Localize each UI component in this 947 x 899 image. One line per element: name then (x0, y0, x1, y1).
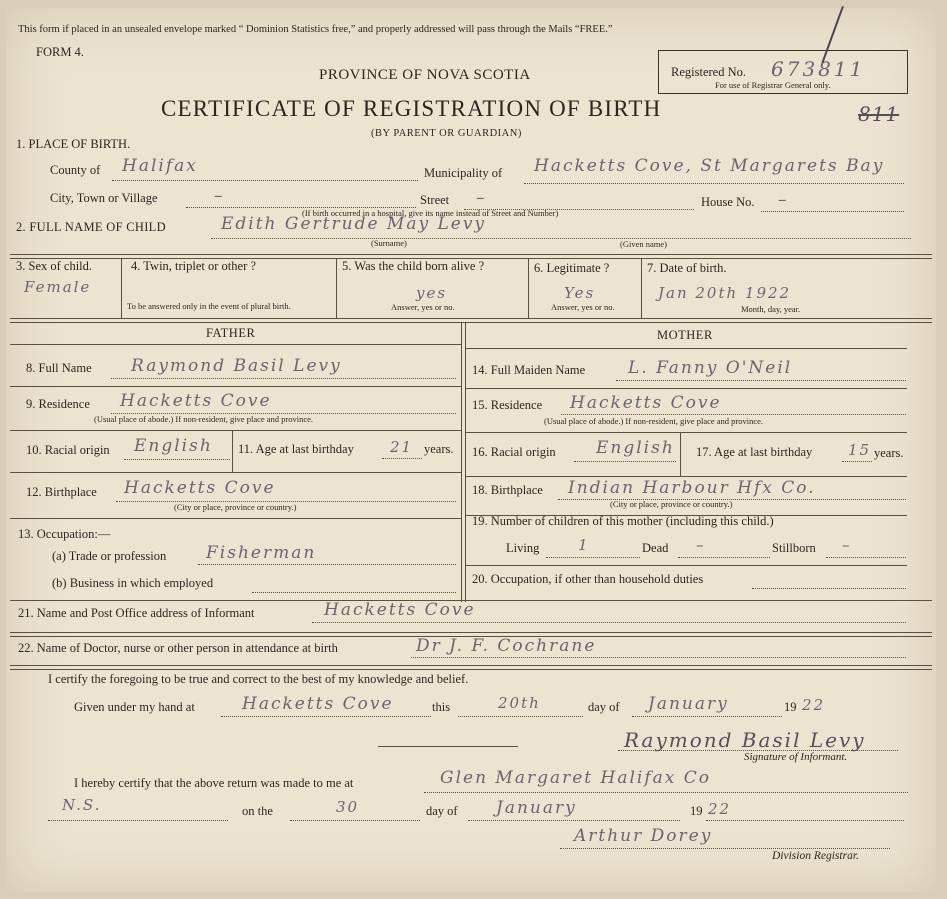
trade-label: (a) Trade or profession (52, 549, 167, 563)
registered-label: Registered No. (671, 65, 746, 79)
county-value: Halifax (122, 156, 198, 176)
sex-label: 3. Sex of child. (16, 259, 93, 273)
given-place-value: Hacketts Cove (242, 694, 394, 714)
alive-label: 5. Was the child born alive ? (342, 259, 485, 273)
informant-signature: Raymond Basil Levy (624, 728, 866, 752)
mother-race-value: English (596, 438, 675, 458)
street-value: – (476, 188, 487, 208)
dead-value: – (696, 536, 706, 554)
registrar-month-value: January (496, 798, 577, 818)
father-age-value: 21 (390, 438, 414, 456)
dead-label: Dead (642, 541, 669, 555)
business-label: (b) Business in which employed (52, 576, 214, 590)
given-name-note: (Given name) (620, 239, 667, 249)
father-heading: FATHER (206, 326, 256, 340)
birth-date-note: Month, day, year. (741, 304, 801, 314)
birth-date-label: 7. Date of birth. (647, 261, 727, 275)
trade-value: Fisherman (206, 543, 317, 563)
mother-age-label: 17. Age at last birthday (696, 445, 813, 459)
mother-birthplace-note: (City or place, province or country.) (610, 499, 733, 509)
father-race-value: English (134, 436, 213, 456)
child-name-value: Edith Gertrude May Levy (221, 214, 487, 234)
legitimate-note: Answer, yes or no. (551, 302, 615, 312)
certify-year-value: 22 (802, 696, 826, 714)
registrar-province-value: N.S. (62, 796, 102, 814)
living-value: 1 (578, 536, 590, 554)
municipality-label: Municipality of (424, 166, 503, 180)
mother-residence-note: (Usual place of abode.) If non-resident, give place and province. (544, 416, 764, 426)
corner-mark: 811 (858, 102, 900, 126)
registrar-signature: Arthur Dorey (574, 826, 713, 846)
house-label: House No. (701, 195, 755, 209)
child-name-label: 2. FULL NAME OF CHILD (16, 220, 166, 234)
father-residence-note: (Usual place of abode.) If non-resident, give place and province. (94, 414, 314, 424)
mother-residence-value: Hacketts Cove (570, 393, 722, 413)
father-years: years. (424, 442, 454, 456)
certify-month-value: January (648, 694, 729, 714)
father-name-label: 8. Full Name (26, 361, 92, 375)
mother-years: years. (874, 446, 904, 460)
children-count-label: 19. Number of children of this mother (including this child.) (472, 514, 774, 528)
municipality-value: Hacketts Cove, St Margarets Bay (534, 156, 885, 176)
stillborn-label: Stillborn (772, 541, 816, 555)
registrar-year-prefix: 19 (690, 804, 703, 818)
mother-race-label: 16. Racial origin (472, 445, 556, 459)
mother-name-label: 14. Full Maiden Name (472, 363, 586, 377)
form-number: FORM 4. (36, 45, 84, 59)
mother-birthplace-value: Indian Harbour Hfx Co. (568, 478, 816, 498)
twin-note: To be answered only in the event of plural birth. (127, 301, 291, 311)
doctor-value: Dr J. F. Cochrane (416, 636, 597, 656)
registration-box (658, 50, 908, 94)
stillborn-value: – (842, 536, 852, 554)
birth-certificate (6, 8, 936, 892)
occupation-label: 13. Occupation:— (18, 527, 111, 541)
registrar-year-value: 22 (708, 800, 732, 818)
this-day-value: 20th (498, 694, 541, 712)
mother-name-value: L. Fanny O'Neil (628, 358, 793, 378)
street-note: (If birth occurred in a hospital, give its name instead of Street and Number) (302, 208, 559, 218)
day-of-label: day of (588, 700, 620, 714)
sex-value: Female (24, 278, 92, 296)
registered-number: 673811 (771, 57, 866, 81)
city-value: – (214, 186, 225, 206)
informant-value: Hacketts Cove (324, 600, 476, 620)
mother-residence-label: 15. Residence (472, 398, 543, 412)
city-label: City, Town or Village (50, 191, 158, 205)
registrar-use-note: For use of Registrar General only. (715, 80, 831, 90)
given-under-label: Given under my hand at (74, 700, 195, 714)
father-birthplace-note: (City or place, province or country.) (174, 502, 297, 512)
doctor-label: 22. Name of Doctor, nurse or other person in attendance at birth (18, 641, 338, 655)
mother-heading: MOTHER (657, 328, 713, 342)
living-label: Living (506, 541, 540, 555)
province-title: PROVINCE OF NOVA SCOTIA (319, 67, 531, 83)
legitimate-label: 6. Legitimate ? (534, 261, 610, 275)
mother-age-value: 15 (848, 441, 872, 459)
twin-label: 4. Twin, triplet or other ? (131, 259, 256, 273)
father-age-label: 11. Age at last birthday (238, 442, 354, 456)
father-birthplace-label: 12. Birthplace (26, 485, 97, 499)
page-subtitle: (BY PARENT OR GUARDIAN) (371, 128, 522, 139)
on-the-label: on the (242, 804, 273, 818)
registrar-text: I hereby certify that the above return was made to me at (74, 776, 354, 790)
father-residence-label: 9. Residence (26, 397, 90, 411)
street-label: Street (420, 193, 450, 207)
house-value: – (778, 190, 789, 210)
place-of-birth-label: 1. PLACE OF BIRTH. (16, 137, 131, 151)
mother-occupation-label: 20. Occupation, if other than household duties (472, 572, 704, 586)
father-race-label: 10. Racial origin (26, 443, 110, 457)
legitimate-value: Yes (564, 284, 596, 302)
registrar-day-of-label: day of (426, 804, 458, 818)
alive-note: Answer, yes or no. (391, 302, 455, 312)
page-title: CERTIFICATE OF REGISTRATION OF BIRTH (161, 96, 662, 121)
certify-text: I certify the foregoing to be true and correct to the best of my knowledge and belief. (48, 672, 469, 686)
registrar-place-value: Glen Margaret Halifax Co (440, 768, 712, 788)
registrar-day-value: 30 (336, 798, 360, 816)
this-label: this (432, 700, 451, 714)
alive-value: yes (416, 284, 448, 302)
birth-date-value: Jan 20th 1922 (658, 284, 792, 302)
mother-birthplace-label: 18. Birthplace (472, 483, 543, 497)
registrar-signature-label: Division Registrar. (772, 850, 859, 862)
father-birthplace-value: Hacketts Cove (124, 478, 276, 498)
county-label: County of (50, 163, 101, 177)
surname-note: (Surname) (371, 238, 407, 248)
informant-label: 21. Name and Post Office address of Informant (18, 606, 255, 620)
father-residence-value: Hacketts Cove (120, 391, 272, 411)
father-name-value: Raymond Basil Levy (131, 356, 342, 376)
certify-year-prefix: 19 (784, 700, 797, 714)
informant-signature-label: Signature of Informant. (744, 751, 848, 763)
mail-notice: This form if placed in an unsealed envelope marked “ Dominion Statistics free,” and properly addressed will pass through the Mails “FREE.” (18, 24, 613, 35)
